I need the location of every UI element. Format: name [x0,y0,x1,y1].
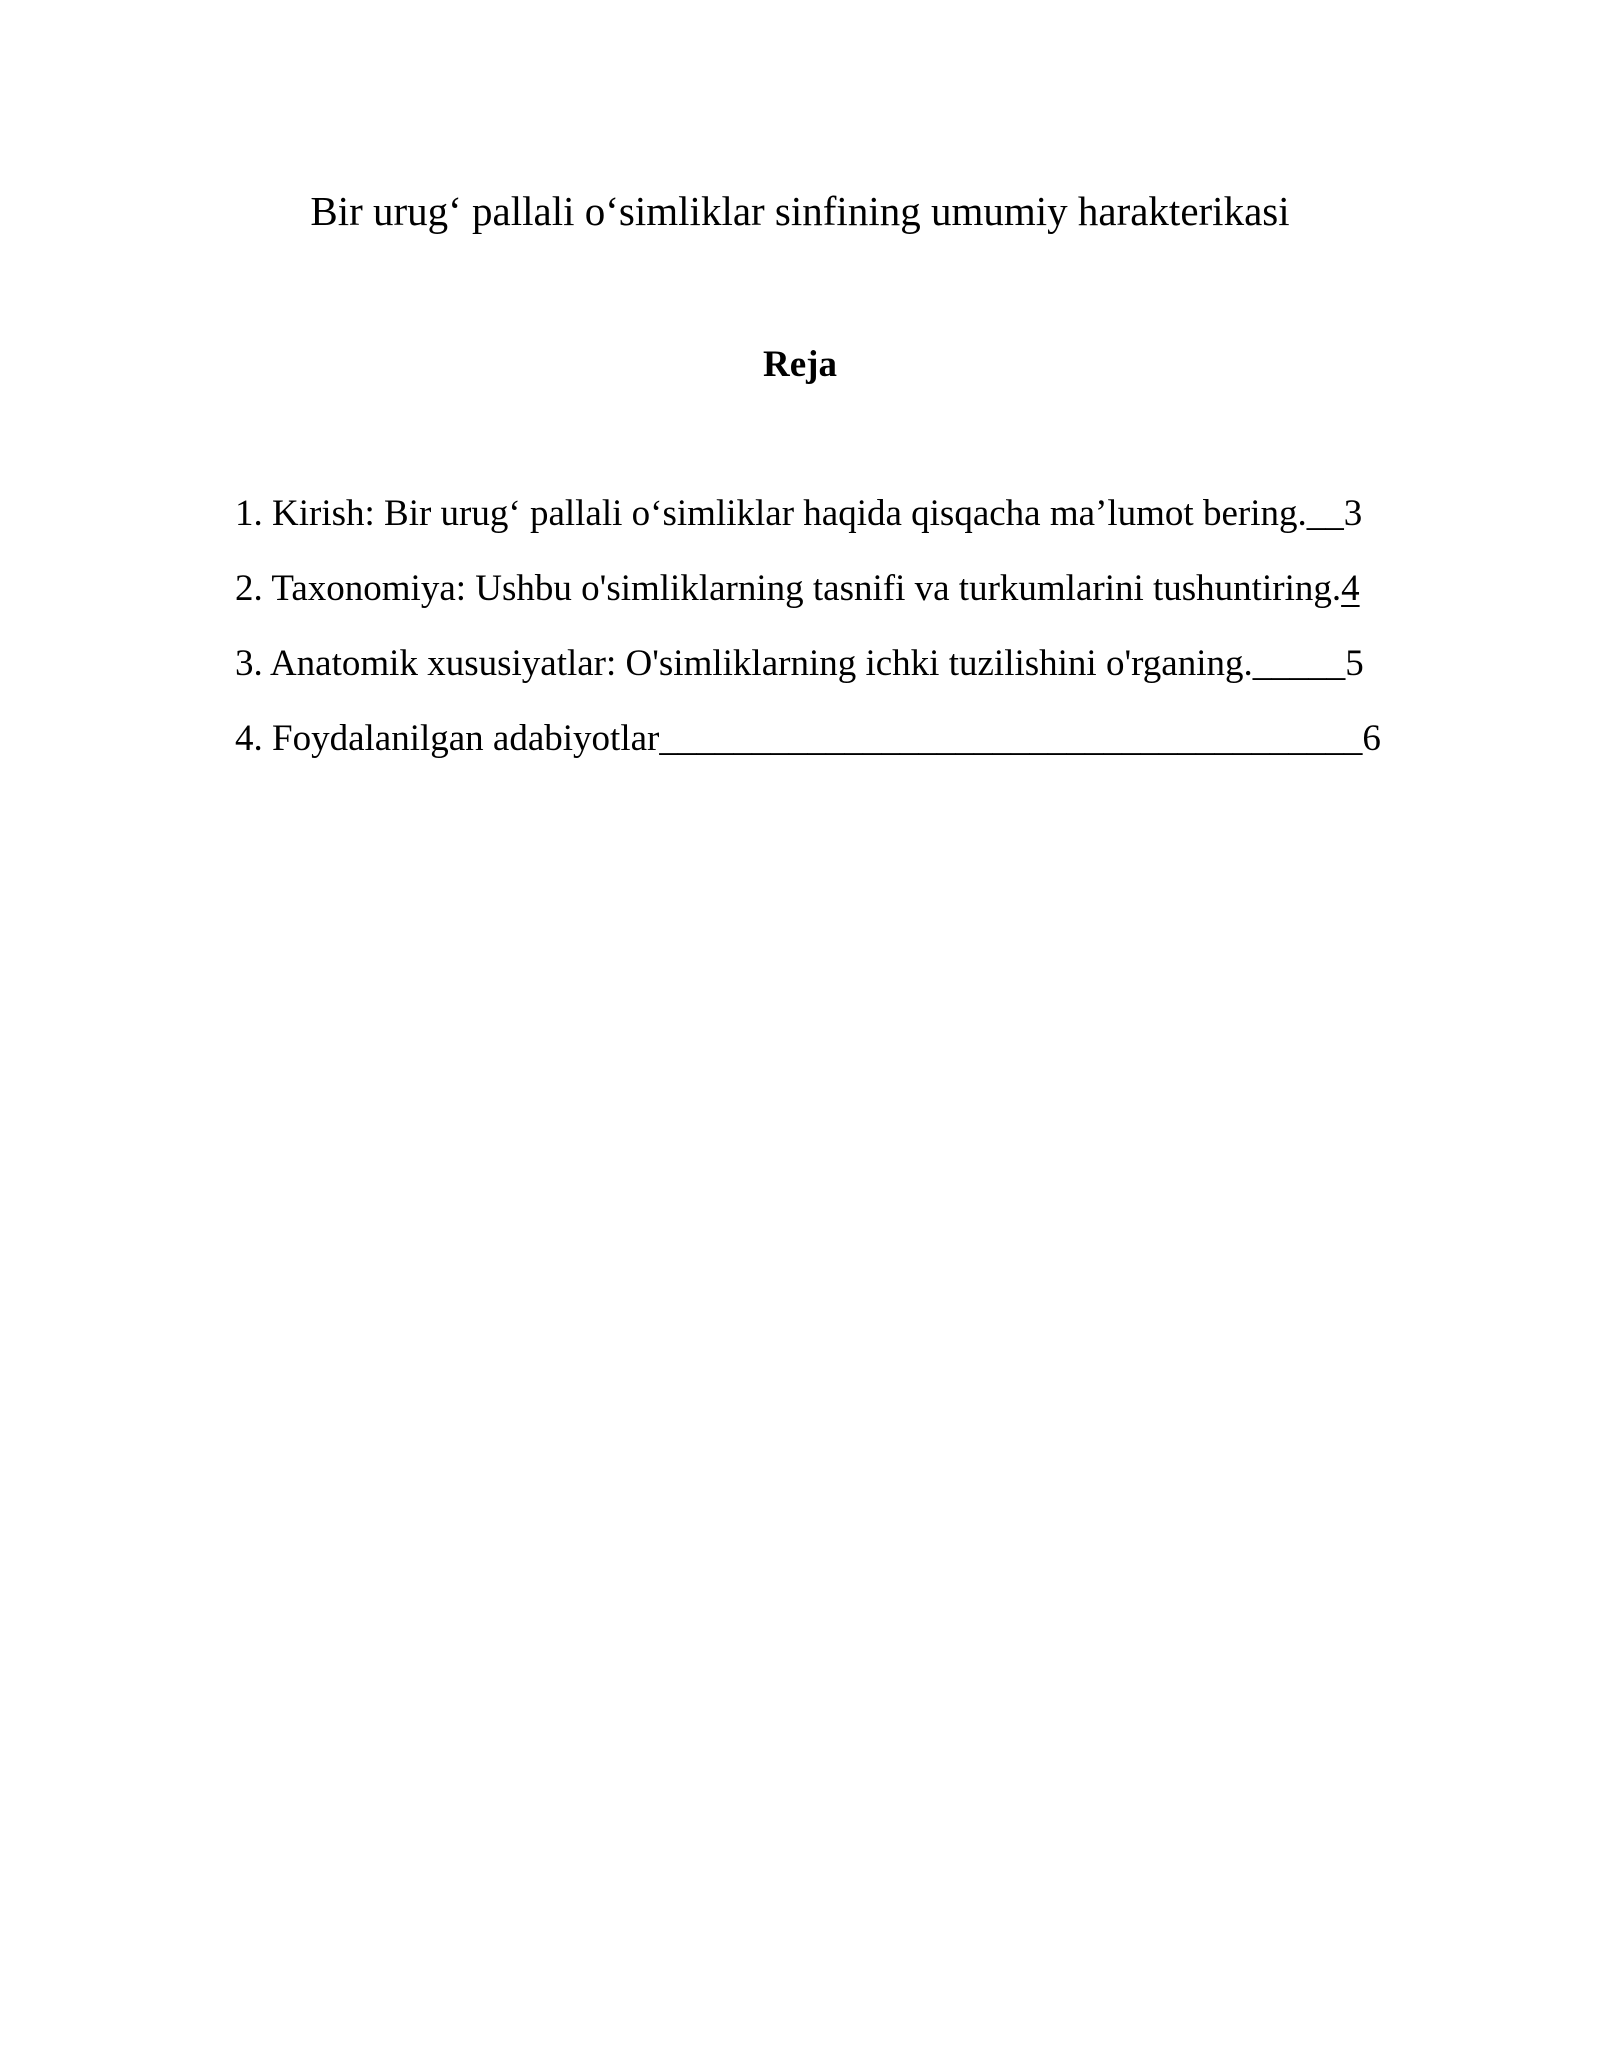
toc-item-page: 3 [1343,493,1363,534]
document-subtitle: Reja [763,344,837,385]
toc-item-text: 2. Taxonomiya: Ushbu o'simliklarning tasnifi va turkumlarini tushuntiring. [235,568,1342,609]
toc-item-text: 3. Anatomik xususiyatlar: O'simliklarning ichki tuzilishini o'rganing. [235,643,1253,684]
toc-item-text: 1. Kirish: Bir urug‘ pallali o‘simliklar haqida qisqacha ma’lumot bering. [235,493,1307,534]
toc-item [235,491,1363,566]
toc-item-leader: _____ [1252,643,1346,684]
document-title: Bir urug‘ pallali o‘simliklar sinfining umumiy harakterikasi [310,188,1290,234]
toc-item-text: 4. Foydalanilgan adabiyotlar [235,718,660,759]
toc-item-page: 4 [1341,568,1360,609]
toc-item-page: 6 [1362,718,1381,759]
toc-item-page: 5 [1345,643,1364,684]
toc-item [235,716,1381,791]
table-of-contents [235,491,1381,791]
toc-item-leader: ______________________________________ [659,718,1363,759]
toc-item [235,641,1364,716]
toc-item-leader: __ [1306,493,1344,534]
toc-item [235,566,1360,641]
